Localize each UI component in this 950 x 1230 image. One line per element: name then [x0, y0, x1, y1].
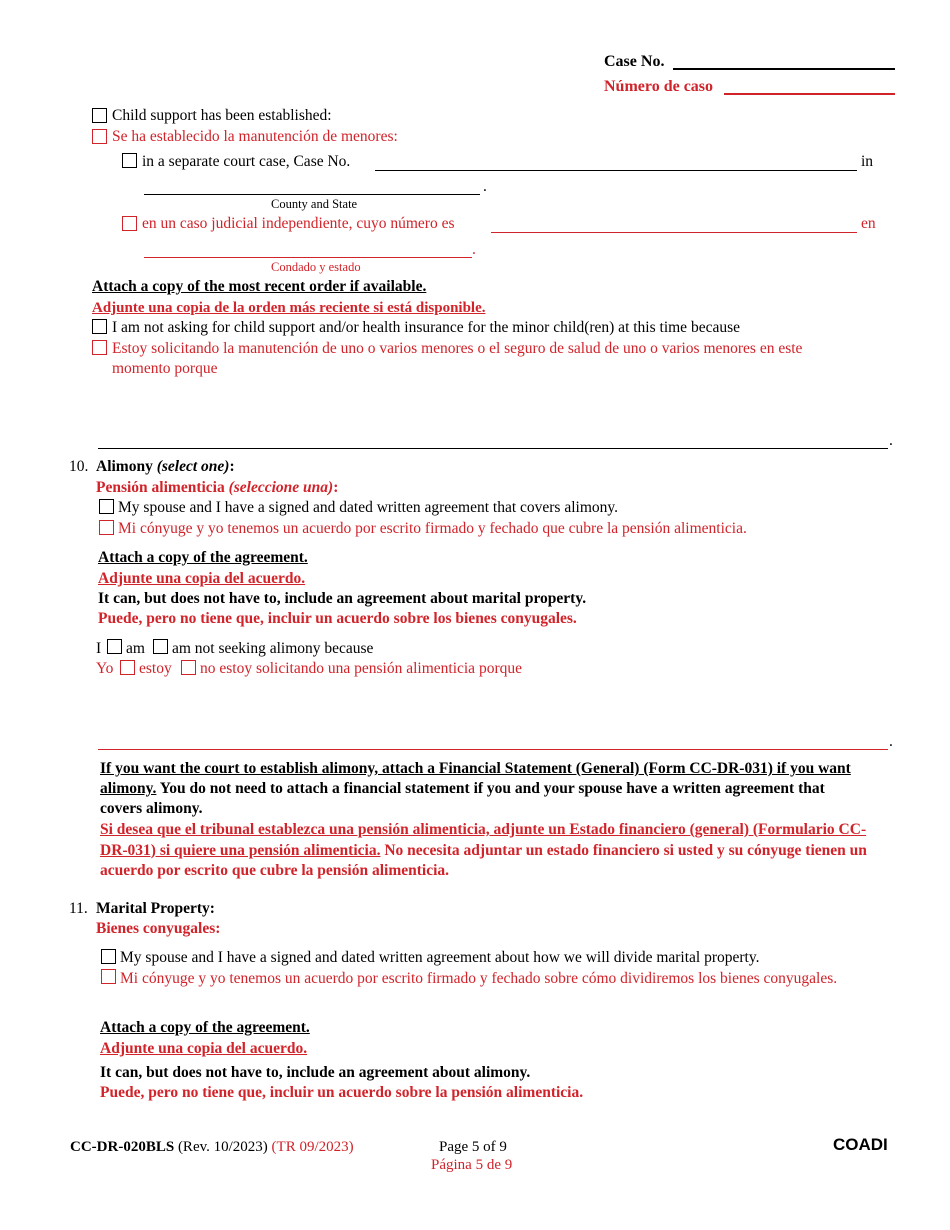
marital-agreement-text: My spouse and I have a signed and dated written agreement about how we will divide marital property.	[120, 949, 760, 966]
estoy-text: estoy	[139, 660, 172, 677]
financial-statement-note-es	[100, 820, 870, 882]
alimony-title-paren-es: (seleccione una)	[228, 479, 334, 496]
section-10-number: 10.	[69, 458, 89, 475]
footer-page: Page 5 of 9	[439, 1139, 507, 1155]
attach-order-note: Attach a copy of the most recent order if available.	[92, 278, 427, 295]
alimony-reason-field[interactable]	[98, 749, 888, 750]
alimony-title	[96, 458, 235, 477]
footer-rev: (Rev. 10/2023)	[174, 1139, 268, 1155]
alimony-title-paren: (select one)	[156, 458, 230, 475]
not-asking-text: I am not asking for child support and/or health insurance for the minor child(ren) at this time because	[112, 319, 740, 336]
alimony-agreement-checkbox[interactable]	[99, 499, 114, 514]
period-es: .	[472, 241, 476, 258]
am-not-seeking-text: am not seeking alimony because	[172, 640, 374, 657]
in-word: in	[861, 153, 874, 170]
not-asking-text-es-1: Estoy solicitando la manutención de uno o varios menores o el seguro de salud de uno o varios menores en este	[112, 340, 803, 357]
no-estoy-text: no estoy solicitando una pensión alimenticia porque	[200, 660, 522, 677]
separate-case-checkbox[interactable]	[122, 153, 137, 168]
case-no-field[interactable]	[673, 68, 895, 70]
separate-case-number-field-es[interactable]	[491, 232, 857, 233]
alimony-title-text: Alimony	[96, 458, 153, 475]
marital-can-include: It can, but does not have to, include an agreement about alimony.	[100, 1064, 531, 1081]
county-state-caption-es: Condado y estado	[271, 260, 361, 274]
separate-case-text-es: en un caso judicial independiente, cuyo número es	[142, 215, 455, 232]
not-asking-checkbox[interactable]	[92, 319, 107, 334]
footer-form-id	[70, 1138, 354, 1156]
footer-tr: (TR 09/2023)	[267, 1139, 354, 1155]
county-state-field[interactable]	[144, 194, 480, 195]
alimony-can-include-es: Puede, pero no tiene que, incluir un acuerdo sobre los bienes conyugales.	[98, 610, 577, 627]
alimony-agreement-text: My spouse and I have a signed and dated written agreement that covers alimony.	[118, 499, 619, 516]
marital-agreement-checkbox[interactable]	[101, 949, 116, 964]
attach-order-note-es: Adjunte una copia de la orden más reciente si está disponible.	[92, 300, 486, 316]
alimony-agreement-checkbox-es[interactable]	[99, 520, 114, 535]
not-asking-reason-field[interactable]	[98, 448, 888, 449]
case-no-label: Case No.	[604, 53, 665, 70]
alimony-attach-agreement: Attach a copy of the agreement.	[98, 549, 308, 566]
child-support-established-checkbox-es[interactable]	[92, 129, 107, 144]
marital-agreement-checkbox-es[interactable]	[101, 969, 116, 984]
marital-attach-agreement-es: Adjunte una copia del acuerdo.	[100, 1040, 308, 1057]
alimony-title-colon-es: :	[333, 479, 339, 496]
alimony-reason-period: .	[889, 733, 893, 750]
not-asking-text-es-2: momento porque	[112, 360, 218, 377]
marital-property-title: Marital Property:	[96, 900, 215, 917]
separate-case-number-field[interactable]	[375, 170, 857, 171]
child-support-established-checkbox[interactable]	[92, 108, 107, 123]
section-11-number: 11.	[69, 900, 88, 917]
alimony-title-text-es: Pensión alimenticia	[96, 479, 225, 496]
alimony-agreement-text-es: Mi cónyuge y yo tenemos un acuerdo por escrito firmado y fechado que cubre la pensión alimenticia.	[118, 520, 747, 537]
alimony-title-colon: :	[229, 458, 235, 475]
separate-case-checkbox-es[interactable]	[122, 216, 137, 231]
yo-word: Yo	[96, 660, 114, 677]
alimony-attach-agreement-es: Adjunte una copia del acuerdo.	[98, 570, 306, 587]
in-word-es: en	[861, 215, 876, 232]
reason-period: .	[889, 432, 893, 449]
financial-statement-note-rest-es: No necesita adjuntar un estado financiero si usted y su cónyuge tienen un acuerdo por escrito que cubre la pensión alimenticia.	[100, 841, 867, 879]
am-seeking-checkbox[interactable]	[107, 639, 122, 654]
financial-statement-note-underlined-es: Si desea que el tribunal establezca una pensión alimenticia, adjunte un Estado financiero (general) (Formulario CC-DR-031) si quiere una pensión alimenticia.	[100, 821, 867, 859]
child-support-established-text: Child support has been established:	[112, 107, 332, 124]
am-not-seeking-checkbox[interactable]	[153, 639, 168, 654]
child-support-established-text-es: Se ha establecido la manutención de menores:	[112, 128, 398, 145]
am-seeking-text: am	[126, 640, 145, 657]
case-no-field-es[interactable]	[724, 93, 895, 95]
no-estoy-checkbox[interactable]	[181, 660, 196, 675]
marital-can-include-es: Puede, pero no tiene que, incluir un acuerdo sobre la pensión alimenticia.	[100, 1084, 584, 1101]
footer-form-code: CC-DR-020BLS	[70, 1139, 175, 1155]
estoy-checkbox[interactable]	[120, 660, 135, 675]
county-state-field-es[interactable]	[144, 257, 472, 258]
footer-brand-logo: COADI	[833, 1135, 888, 1154]
marital-attach-agreement: Attach a copy of the agreement.	[100, 1019, 310, 1036]
period: .	[483, 178, 487, 195]
footer-page-es: Página 5 de 9	[431, 1157, 513, 1173]
alimony-can-include: It can, but does not have to, include an agreement about marital property.	[98, 590, 587, 607]
financial-statement-note	[100, 759, 870, 819]
financial-statement-note-rest: You do not need to attach a financial statement if you and your spouse have a written agreement that covers alimony.	[100, 780, 825, 817]
marital-agreement-text-es: Mi cónyuge y yo tenemos un acuerdo por escrito firmado y fechado sobre cómo dividiremos los bienes conyugales.	[120, 970, 838, 987]
financial-statement-note-underlined: If you want the court to establish alimony, attach a Financial Statement (General) (Form CC-DR-031) if you want alimony.	[100, 760, 851, 797]
marital-property-title-es: Bienes conyugales:	[96, 920, 221, 937]
i-word: I	[96, 640, 102, 657]
case-no-label-es: Número de caso	[604, 78, 714, 95]
separate-case-text: in a separate court case, Case No.	[142, 153, 351, 170]
not-asking-checkbox-es[interactable]	[92, 340, 107, 355]
alimony-title-es	[96, 479, 338, 498]
county-state-caption: County and State	[271, 197, 358, 211]
